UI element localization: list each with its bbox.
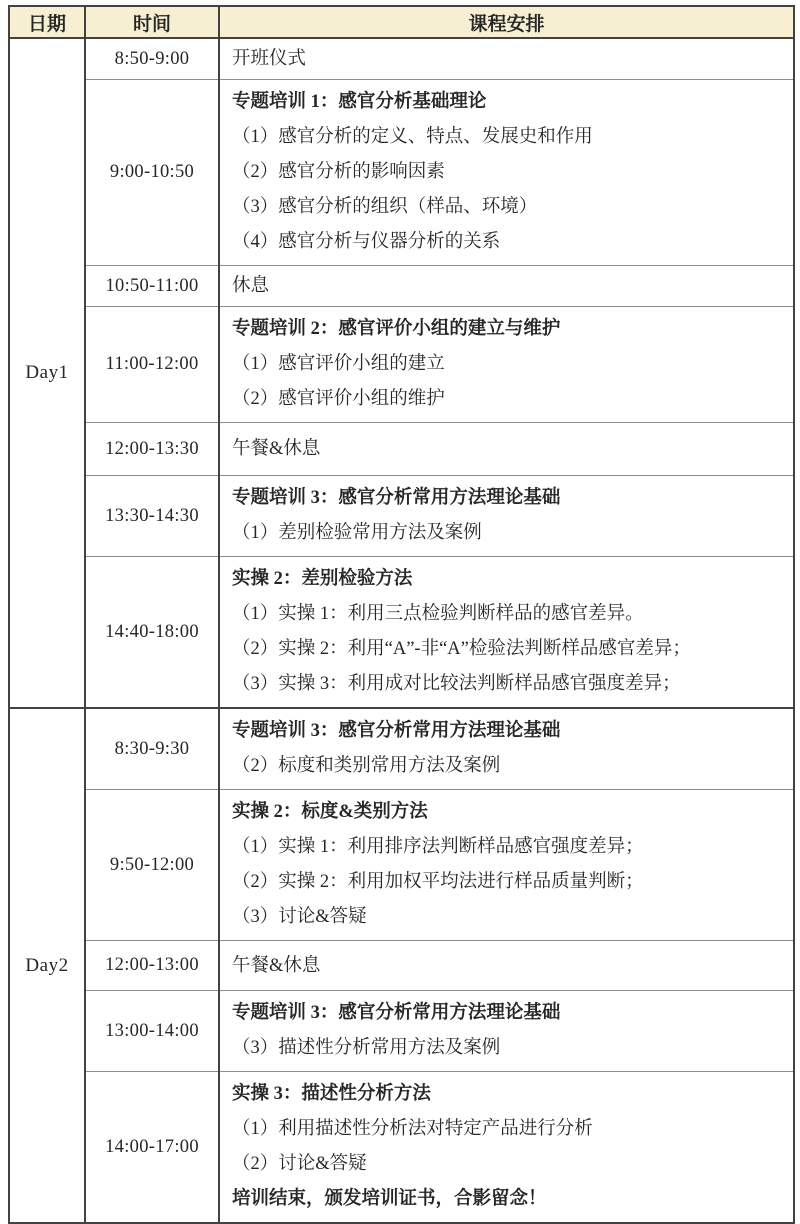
course-cell [219, 557, 794, 709]
course-title: 专题培训 3：感官分析常用方法理论基础 [232, 488, 561, 508]
course-cell [219, 790, 794, 941]
course-title: 实操 2：差别检验方法 [232, 569, 413, 589]
course-line: （1）差别检验常用方法及案例 [232, 523, 482, 543]
table-header [9, 6, 794, 38]
course-title: 专题培训 2：感官评价小组的建立与维护 [232, 319, 561, 339]
course-line: （1）实操 1：利用排序法判断样品感官强度差异； [232, 837, 644, 857]
time-cell: 13:00-14:00 [85, 991, 219, 1072]
course-cell [219, 708, 794, 790]
course-line: （2）实操 2：利用加权平均法进行样品质量判断； [232, 872, 644, 892]
table-row [9, 708, 794, 790]
course-cell [219, 307, 794, 423]
course-line: （3）讨论&答疑 [232, 907, 367, 927]
time-cell: 11:00-12:00 [85, 307, 219, 423]
course-line: （2）标度和类别常用方法及案例 [232, 756, 501, 776]
table-row [9, 266, 794, 307]
time-cell: 9:50-12:00 [85, 790, 219, 941]
course-cell [219, 1072, 794, 1224]
table-row [9, 1072, 794, 1224]
course-title: 实操 3：描述性分析方法 [232, 1084, 431, 1104]
course-line: （1）实操 1：利用三点检验判断样品的感官差异。 [232, 604, 644, 624]
course-line: （1）感官评价小组的建立 [232, 354, 445, 374]
time-cell: 14:40-18:00 [85, 557, 219, 709]
course-line: （1）利用描述性分析法对特定产品进行分析 [232, 1119, 593, 1139]
time-cell: 12:00-13:30 [85, 423, 219, 476]
course-cell [219, 991, 794, 1072]
table-row [9, 557, 794, 709]
course-line: （3）感官分析的组织（样品、环境） [232, 197, 538, 217]
course-line: 午餐&休息 [232, 955, 321, 976]
header-time: 时间 [85, 6, 219, 38]
course-line: （2）讨论&答疑 [232, 1154, 367, 1174]
course-title: 专题培训 3：感官分析常用方法理论基础 [232, 1003, 561, 1023]
course-line: （3）描述性分析常用方法及案例 [232, 1038, 501, 1058]
header-date: 日期 [9, 6, 85, 38]
table-row [9, 790, 794, 941]
table-row [9, 423, 794, 476]
table-row [9, 307, 794, 423]
course-line: 开班仪式 [232, 49, 307, 69]
day2-label-cell: Day2 [9, 708, 85, 1223]
course-title: 专题培训 3：感官分析常用方法理论基础 [232, 721, 561, 741]
time-cell: 9:00-10:50 [85, 80, 219, 266]
course-line: 休息 [232, 276, 270, 296]
course-cell [219, 38, 794, 80]
day1-section [9, 38, 794, 708]
course-line: （2）感官评价小组的维护 [232, 389, 445, 409]
table-row [9, 38, 794, 80]
closing-note: 培训结束，颁发培训证书，合影留念！ [232, 1189, 547, 1209]
time-cell: 8:50-9:00 [85, 38, 219, 80]
course-line: 午餐&休息 [232, 439, 321, 459]
table-row [9, 476, 794, 557]
course-title: 实操 2：标度&类别方法 [232, 802, 428, 822]
course-cell [219, 423, 794, 476]
course-line: （2）实操 2：利用“A”-非“A”检验法判断样品感官差异； [232, 639, 691, 659]
table-row [9, 941, 794, 991]
time-cell: 10:50-11:00 [85, 266, 219, 307]
course-cell [219, 266, 794, 307]
time-cell: 14:00-17:00 [85, 1072, 219, 1224]
time-cell: 12:00-13:00 [85, 941, 219, 991]
course-line: （1）感官分析的定义、特点、发展史和作用 [232, 127, 593, 147]
day2-section [9, 708, 794, 1223]
time-cell: 13:30-14:30 [85, 476, 219, 557]
time-cell: 8:30-9:30 [85, 708, 219, 790]
course-title: 专题培训 1：感官分析基础理论 [232, 92, 487, 112]
course-cell [219, 80, 794, 266]
course-line: （2）感官分析的影响因素 [232, 162, 445, 182]
course-cell [219, 941, 794, 991]
day1-label-cell: Day1 [9, 38, 85, 708]
table-row [9, 991, 794, 1072]
course-line: （3）实操 3：利用成对比较法判断样品感官强度差异； [232, 674, 681, 694]
header-course: 课程安排 [219, 6, 794, 38]
course-cell [219, 476, 794, 557]
course-line: （4）感官分析与仪器分析的关系 [232, 232, 501, 252]
table-row [9, 80, 794, 266]
schedule-table [8, 5, 795, 1224]
